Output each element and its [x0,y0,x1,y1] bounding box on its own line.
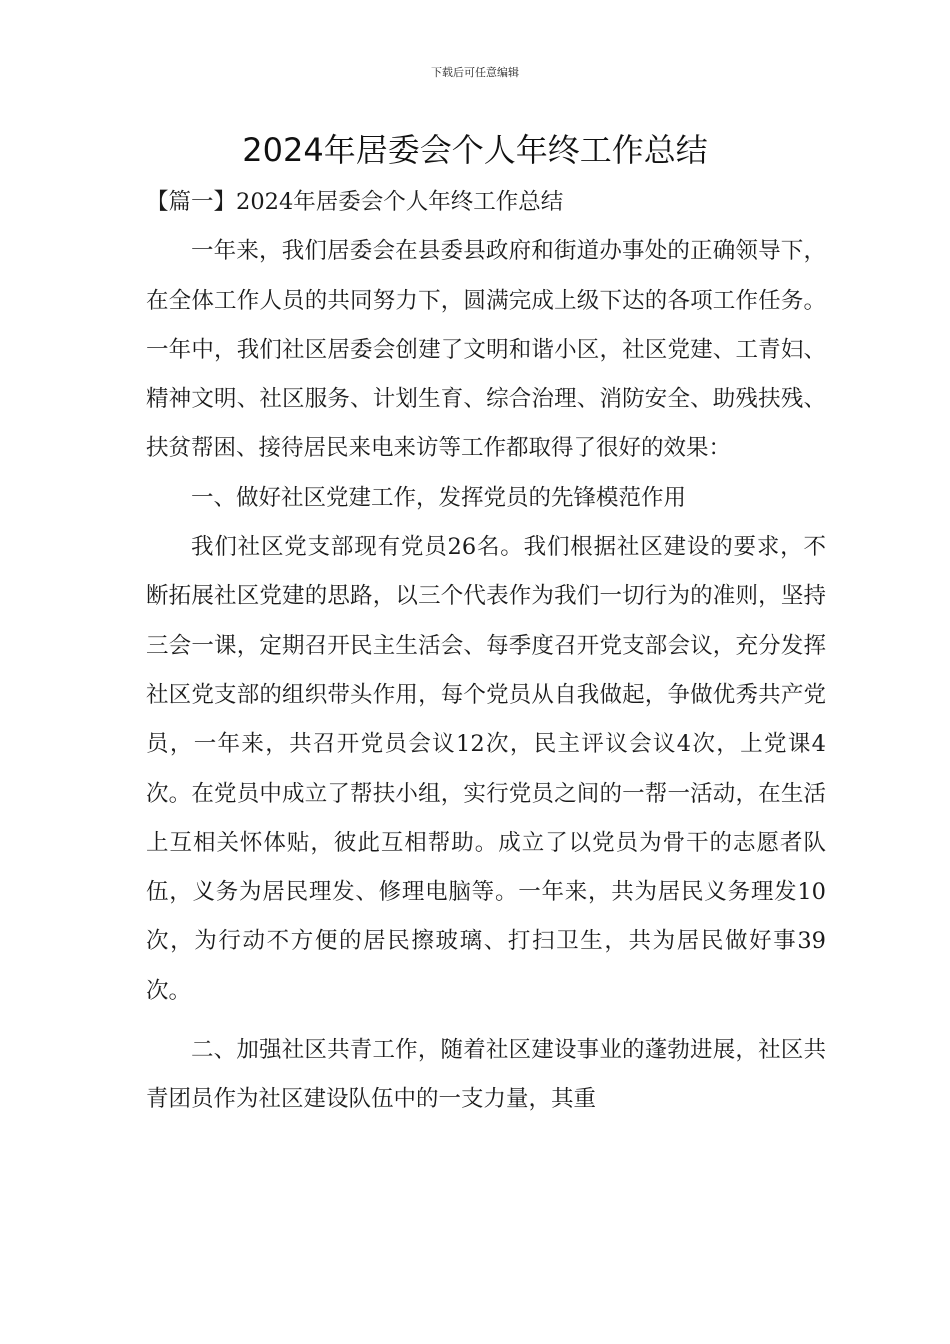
section-heading: 【篇一】2024年居委会个人年终工作总结 [146,189,564,215]
page-header-note: 下载后可任意编辑 [431,66,519,79]
paragraph-party-building: 我们社区党支部现有党员26名。我们根据社区建设的要求，不断拓展社区党建的思路，以三个代表作为我们一切行为的准则，坚持三会一课，定期召开民主生活会、每季度召开党支部会议，充分发挥社区党支部的组织带头作用，每个党员从自我做起，争做优秀共产党员，一年来，共召开党员会议12次，民主评议会议4次，上党课4次。在党员中成立了帮扶小组，实行党员之间的一帮一活动，在生活上互相关怀体贴，彼此互相帮助。成立了以党员为骨干的志愿者队伍，义务为居民理发、修理电脑等。一年来，共为居民义务理发10次，为行动不方便的居民擦玻璃、打扫卫生，共为居民做好事39次。 [146,534,826,1004]
document-title: 2024年居委会个人年终工作总结 [242,131,708,169]
document-body [146,178,826,1125]
paragraph-youth-work: 二、加强社区共青工作，随着社区建设事业的蓬勃进展，社区共青团员作为社区建设队伍中的一支力量，其重 [146,1037,826,1113]
paragraph-subheading-1: 一、做好社区党建工作，发挥党员的先锋模范作用 [191,484,687,511]
paragraph-intro: 一年来，我们居委会在县委县政府和街道办事处的正确领导下，在全体工作人员的共同努力下，圆满完成上级下达的各项工作任务。一年中，我们社区居委会创建了文明和谐小区，社区党建、工青妇、精神文明、社区服务、计划生育、综合治理、消防安全、助残扶残、扶贫帮困、接待居民来电来访等工作都取得了很好的效果： [146,238,826,462]
